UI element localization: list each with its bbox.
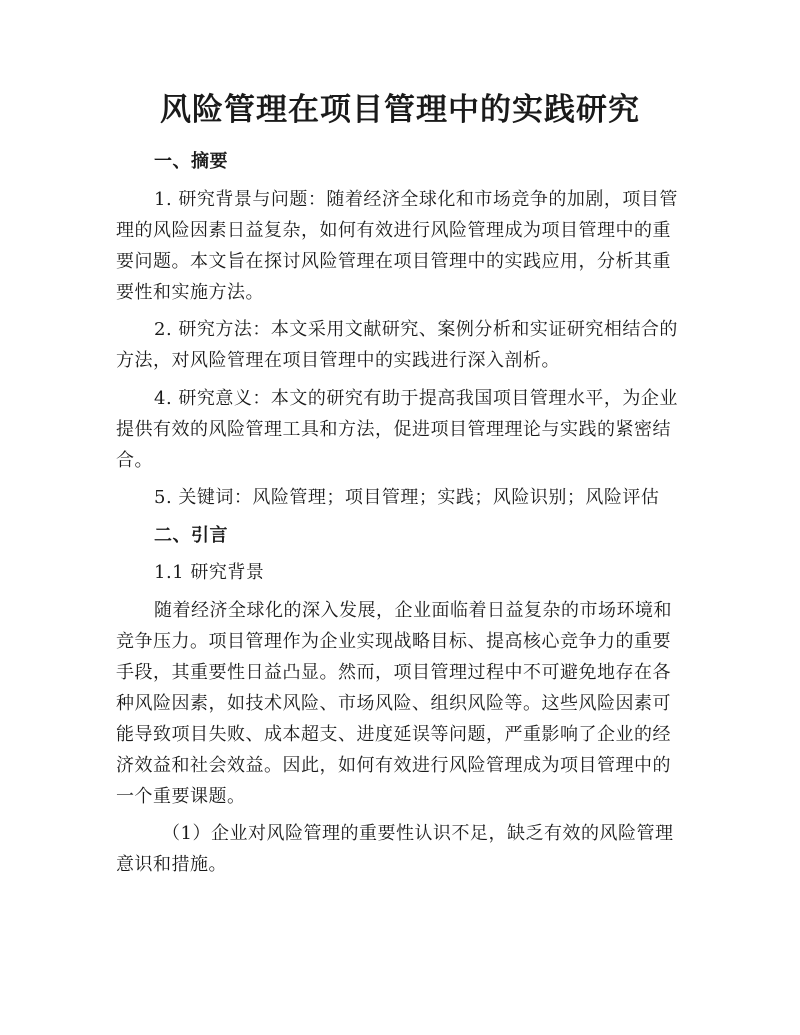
section-heading-introduction: 二、引言 [154, 524, 228, 546]
introduction-list-item: （1）企业对风险管理的重要性认识不足，缺乏有效的风险管理意识和措施。 [116, 823, 674, 875]
abstract-paragraph-background: 1. 研究背景与问题：随着经济全球化和市场竞争的加剧，项目管理的风险因素日益复杂，如何有效进行风险管理成为项目管理中的重要问题。本文旨在探讨风险管理在项目管理中的实践应用，分析其重要性和实施方法。 [116, 188, 678, 303]
section-heading-abstract: 一、摘要 [154, 151, 228, 172]
subsection-heading-background: 1.1 研究背景 [154, 562, 265, 583]
abstract-paragraph-methods: 2. 研究方法：本文采用文献研究、案例分析和实证研究相结合的方法，对风险管理在项目管理中的实践进行深入剖析。 [116, 319, 678, 371]
abstract-paragraph-keywords: 5. 关键词：风险管理；项目管理；实践；风险识别；风险评估 [154, 487, 660, 508]
introduction-paragraph: 随着经济全球化的深入发展，企业面临着日益复杂的市场环境和竞争压力。项目管理作为企业实现战略目标、提高核心竞争力的重要手段，其重要性日益凸显。然而，项目管理过程中不可避免地存在各种风险因素，如技术风险、市场风险、组织风险等。这些风险因素可能导致项目失败、成本超支、进度延误等问题，严重影响了企业的经济效益和社会效益。因此，如何有效进行风险管理成为项目管理中的一个重要课题。 [116, 599, 672, 807]
document-body [116, 146, 678, 887]
document-title: 风险管理在项目管理中的实践研究 [160, 92, 640, 128]
abstract-paragraph-significance: 4. 研究意义：本文的研究有助于提高我国项目管理水平，为企业提供有效的风险管理工具和方法，促进项目管理理论与实践的紧密结合。 [116, 387, 678, 471]
